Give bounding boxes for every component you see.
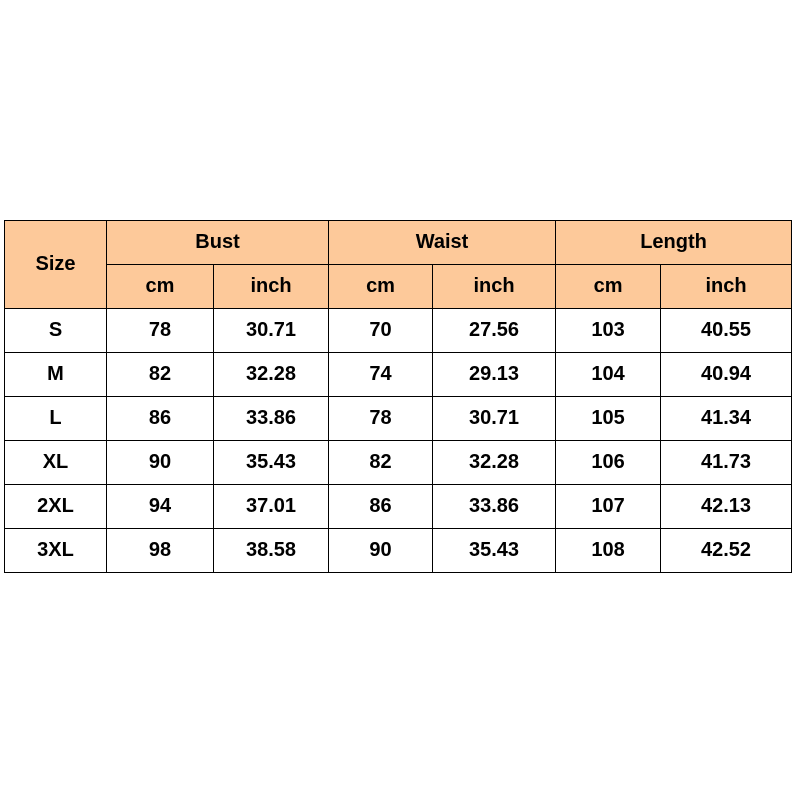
- table-row: [5, 397, 792, 441]
- cell-waist-inch: 32.28: [433, 441, 556, 485]
- cell-size: 3XL: [5, 529, 107, 573]
- cell-waist-cm: 78: [329, 397, 433, 441]
- cell-waist-inch: 30.71: [433, 397, 556, 441]
- cell-waist-cm: 82: [329, 441, 433, 485]
- cell-size: L: [5, 397, 107, 441]
- header-bust-inch: inch: [214, 265, 329, 309]
- cell-length-cm: 103: [556, 309, 661, 353]
- cell-waist-inch: 27.56: [433, 309, 556, 353]
- cell-waist-inch: 35.43: [433, 529, 556, 573]
- cell-bust-inch: 35.43: [214, 441, 329, 485]
- header-waist-inch: inch: [433, 265, 556, 309]
- cell-length-inch: 41.73: [661, 441, 792, 485]
- cell-bust-inch: 33.86: [214, 397, 329, 441]
- cell-bust-cm: 82: [107, 353, 214, 397]
- table-row: [5, 309, 792, 353]
- cell-bust-inch: 38.58: [214, 529, 329, 573]
- header-length: Length: [556, 221, 792, 265]
- table-header: [5, 221, 792, 309]
- cell-bust-inch: 37.01: [214, 485, 329, 529]
- cell-length-inch: 42.13: [661, 485, 792, 529]
- cell-bust-cm: 98: [107, 529, 214, 573]
- table-row: [5, 353, 792, 397]
- cell-length-cm: 105: [556, 397, 661, 441]
- table-row: [5, 529, 792, 573]
- cell-length-inch: 42.52: [661, 529, 792, 573]
- header-length-inch: inch: [661, 265, 792, 309]
- cell-length-cm: 108: [556, 529, 661, 573]
- cell-waist-cm: 90: [329, 529, 433, 573]
- cell-size: 2XL: [5, 485, 107, 529]
- header-size: Size: [5, 221, 107, 309]
- size-chart-table: [4, 220, 792, 573]
- cell-bust-cm: 86: [107, 397, 214, 441]
- table-row: [5, 485, 792, 529]
- header-waist: Waist: [329, 221, 556, 265]
- table-row: [5, 441, 792, 485]
- cell-bust-cm: 78: [107, 309, 214, 353]
- cell-waist-inch: 33.86: [433, 485, 556, 529]
- cell-size: S: [5, 309, 107, 353]
- cell-waist-cm: 74: [329, 353, 433, 397]
- cell-waist-cm: 86: [329, 485, 433, 529]
- cell-length-cm: 107: [556, 485, 661, 529]
- cell-bust-cm: 90: [107, 441, 214, 485]
- cell-size: M: [5, 353, 107, 397]
- cell-waist-cm: 70: [329, 309, 433, 353]
- cell-bust-cm: 94: [107, 485, 214, 529]
- cell-bust-inch: 32.28: [214, 353, 329, 397]
- header-row-groups: [5, 221, 792, 265]
- cell-length-inch: 41.34: [661, 397, 792, 441]
- header-length-cm: cm: [556, 265, 661, 309]
- cell-size: XL: [5, 441, 107, 485]
- cell-waist-inch: 29.13: [433, 353, 556, 397]
- cell-length-cm: 106: [556, 441, 661, 485]
- cell-bust-inch: 30.71: [214, 309, 329, 353]
- table-body: [5, 309, 792, 573]
- cell-length-cm: 104: [556, 353, 661, 397]
- cell-length-inch: 40.55: [661, 309, 792, 353]
- header-bust: Bust: [107, 221, 329, 265]
- header-row-units: [5, 265, 792, 309]
- cell-length-inch: 40.94: [661, 353, 792, 397]
- header-bust-cm: cm: [107, 265, 214, 309]
- header-waist-cm: cm: [329, 265, 433, 309]
